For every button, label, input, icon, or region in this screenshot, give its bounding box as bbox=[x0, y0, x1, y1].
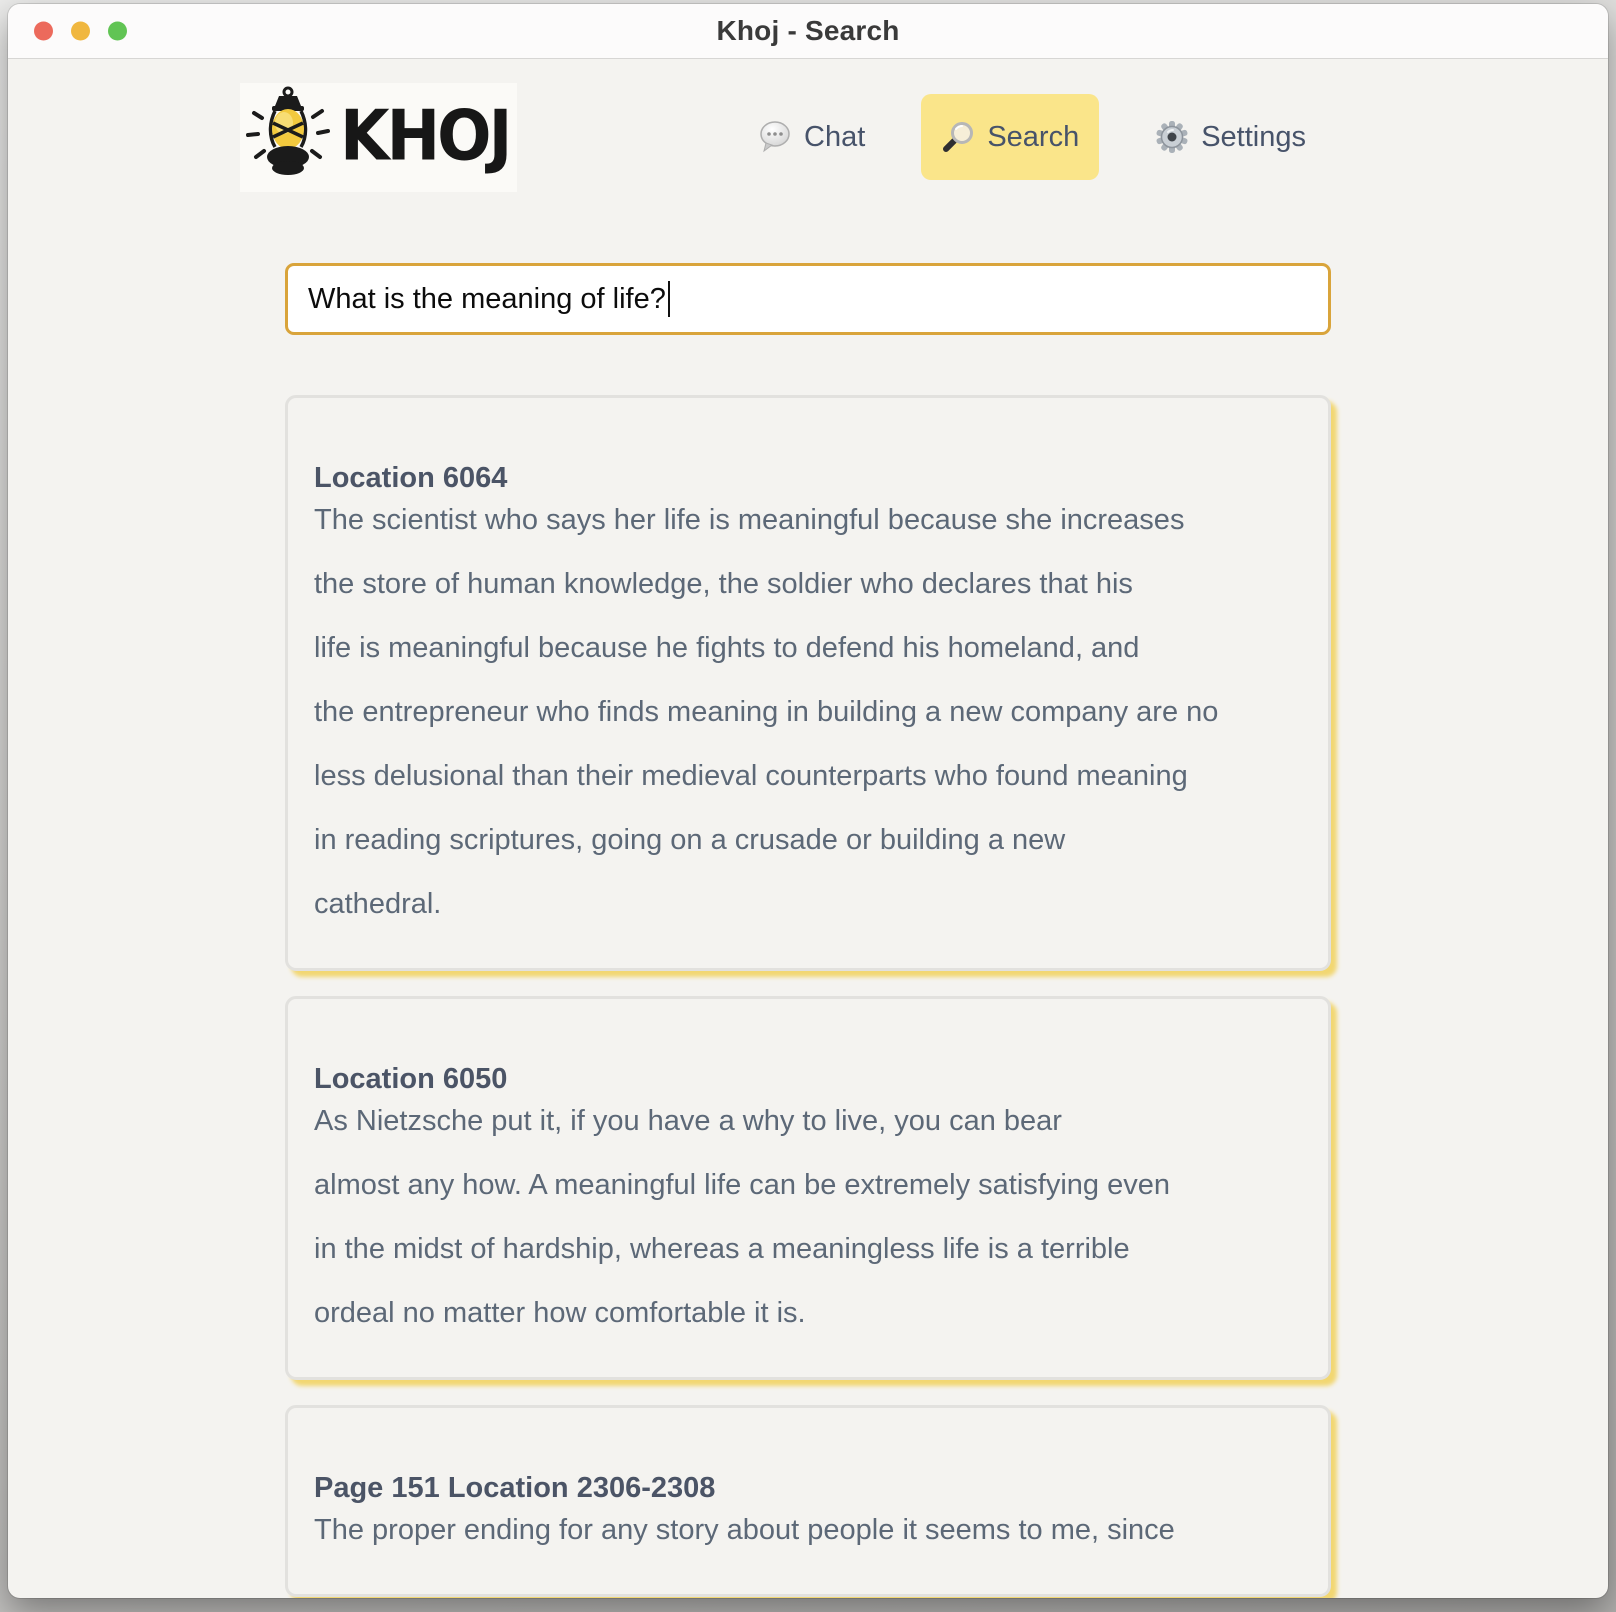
nav-item-chat[interactable] bbox=[744, 110, 879, 164]
nav-item-search[interactable] bbox=[921, 94, 1099, 180]
result-line: less delusional than their medieval counterparts who found meaning bbox=[314, 760, 1188, 792]
result-line: the store of human knowledge, the soldier who declares that his bbox=[314, 568, 1133, 600]
result-card[interactable] bbox=[285, 1405, 1331, 1597]
magnifier-icon bbox=[941, 120, 975, 154]
result-line: The scientist who says her life is meaningful because she increases bbox=[314, 504, 1185, 536]
result-line: in reading scriptures, going on a crusade or building a new bbox=[314, 824, 1066, 856]
app-header bbox=[8, 87, 1608, 187]
traffic-lights bbox=[34, 22, 127, 41]
result-line: almost any how. A meaningful life can be extremely satisfying even bbox=[314, 1169, 1170, 1201]
result-card[interactable] bbox=[285, 996, 1331, 1380]
search-results bbox=[285, 395, 1331, 1597]
text-caret bbox=[668, 281, 670, 317]
nav-label-settings: Settings bbox=[1201, 120, 1306, 153]
window-title: Khoj - Search bbox=[716, 15, 900, 46]
nav-item-settings[interactable] bbox=[1141, 110, 1320, 164]
result-line: cathedral. bbox=[314, 888, 442, 920]
search-input[interactable] bbox=[285, 263, 1331, 335]
gear-icon bbox=[1155, 120, 1189, 154]
result-line: life is meaningful because he fights to defend his homeland, and bbox=[314, 632, 1140, 664]
minimize-button[interactable] bbox=[71, 22, 90, 41]
nav-menu bbox=[744, 94, 1320, 180]
nav-label-chat: Chat bbox=[804, 120, 866, 153]
nav-label-search: Search bbox=[987, 120, 1080, 153]
logo-wordmark: KHOJ bbox=[340, 97, 510, 177]
result-card[interactable] bbox=[285, 395, 1331, 971]
khoj-logo bbox=[240, 83, 517, 192]
result-line: The proper ending for any story about people it seems to me, since bbox=[314, 1514, 1175, 1546]
speech-bubble-icon bbox=[758, 120, 792, 154]
titlebar bbox=[8, 4, 1608, 59]
result-heading: Location 6050 bbox=[314, 1063, 508, 1095]
result-heading: Location 6064 bbox=[314, 462, 508, 494]
result-line: the entrepreneur who finds meaning in building a new company are no bbox=[314, 696, 1219, 728]
result-line: in the midst of hardship, whereas a meaningless life is a terrible bbox=[314, 1233, 1130, 1265]
search-query-text: What is the meaning of life? bbox=[308, 282, 666, 315]
close-button[interactable] bbox=[34, 22, 53, 41]
main-content bbox=[8, 59, 1608, 1597]
result-heading: Page 151 Location 2306-2308 bbox=[314, 1472, 716, 1504]
result-line: As Nietzsche put it, if you have a why to live, you can bear bbox=[314, 1105, 1062, 1137]
app-window bbox=[8, 4, 1608, 1598]
lantern-icon bbox=[242, 85, 334, 190]
zoom-button[interactable] bbox=[108, 22, 127, 41]
result-line: ordeal no matter how comfortable it is. bbox=[314, 1297, 806, 1329]
